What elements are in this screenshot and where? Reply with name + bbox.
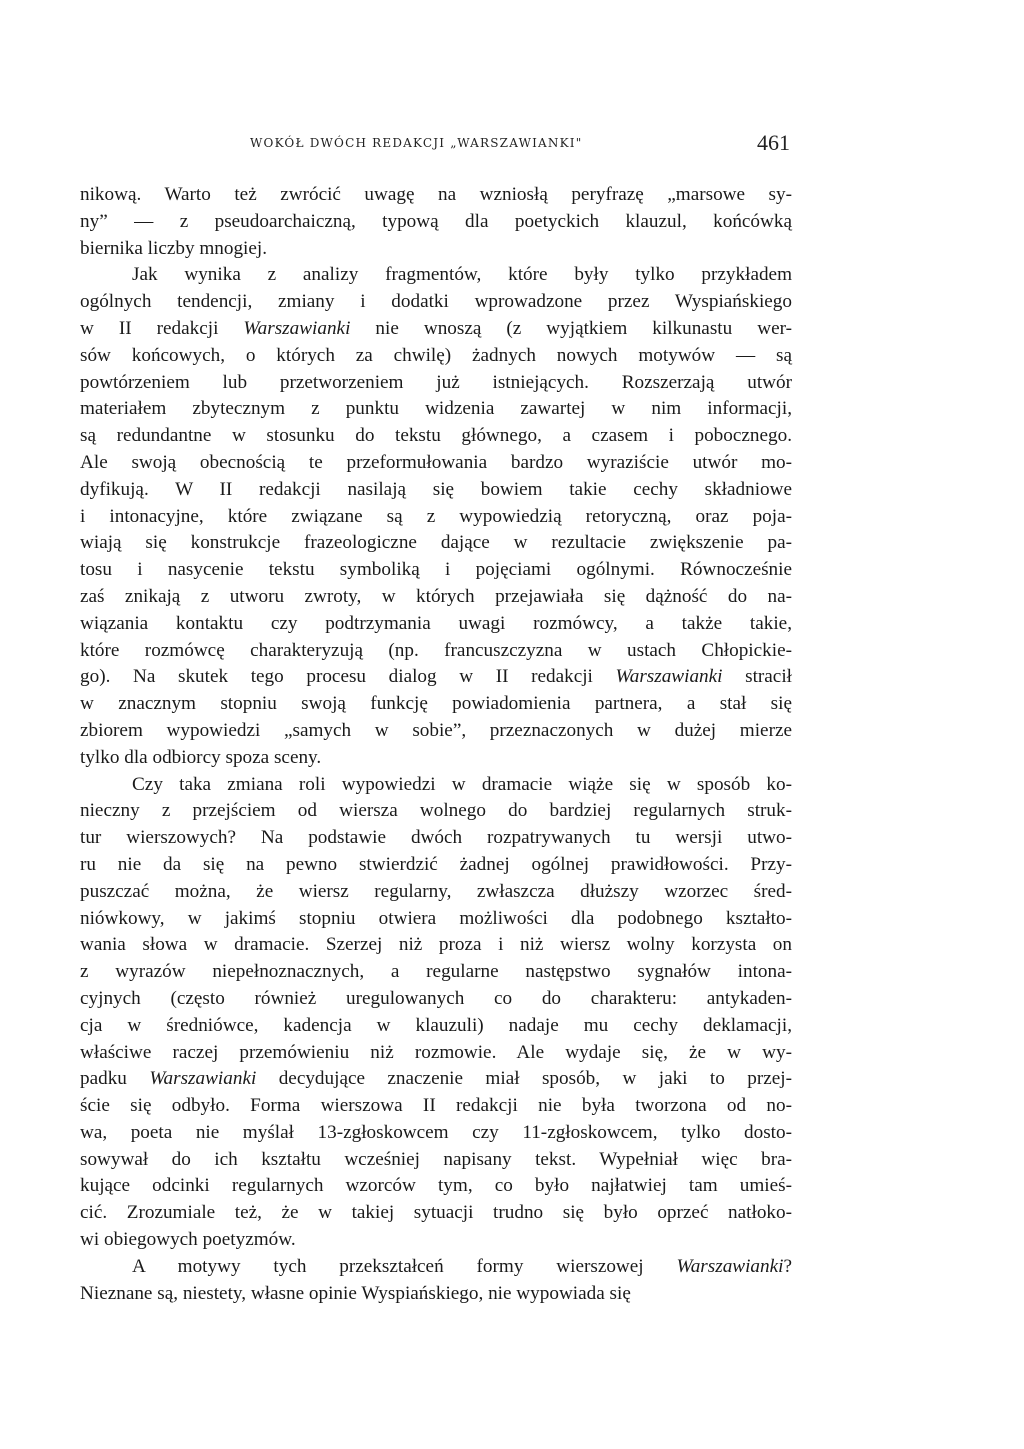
paragraph	[80, 772, 792, 1254]
text-line: sowywał do ich kształtu wcześniej napisany tekst. Wypełniał więc bra-	[80, 1148, 792, 1170]
text-line: tur wierszowych? Na podstawie dwóch rozpatrywanych tu wersji utwo-	[80, 827, 792, 849]
text-line: niówkowy, w jakimś stopniu otwiera możliwości dla podobnego kształto-	[80, 907, 792, 929]
text-line: z wyrazów niepełnoznacznych, a regularne następstwo sygnałów intona-	[80, 961, 792, 983]
text-line: zbiorem wypowiedzi „samych w sobie”, przeznaczonych w dużej mierze	[80, 719, 792, 741]
text-line: w II redakcji Warszawianki nie wnoszą (z wyjątkiem kilkunastu wer-	[80, 317, 792, 339]
work-title: Warszawianki	[243, 317, 351, 339]
running-head	[80, 130, 790, 160]
text-line: tylko dla odbiorcy spoza sceny.	[80, 746, 322, 768]
text-line: zaś znikają z utworu zwroty, w których przejawiała się dążność do na-	[80, 585, 792, 607]
text-line: wiązania kontaktu czy podtrzymania uwagi rozmówcy, a także takie,	[80, 612, 792, 634]
text-line: dyfikują. W II redakcji nasilają się bowiem takie cechy składniowe	[80, 478, 792, 500]
text-line: ny” — z pseudoarchaiczną, typową dla poetyckich klauzul, końcówką	[80, 210, 792, 232]
text-line: puszczać można, że wiersz regularny, zwłaszcza dłuższy wzorzec śred-	[80, 880, 792, 902]
text-line: ogólnych tendencji, zmiany i dodatki wprowadzone przez Wyspiańskiego	[80, 291, 792, 313]
text-line: sów końcowych, o których za chwilę) żadnych nowych motywów — są	[80, 344, 792, 366]
text-line: powtórzeniem lub przetworzeniem już istniejących. Rozszerzają utwór	[80, 371, 792, 393]
text-line: cja w średniówce, kadencja w klauzuli) nadaje mu cechy deklamacji,	[80, 1014, 792, 1036]
paragraph	[80, 182, 792, 262]
text-line: i intonacyjne, które związane są z wypowiedzią retoryczną, oraz poja-	[80, 505, 792, 527]
text-line: cić. Zrozumiale też, że w takiej sytuacji trudno się było oprzeć natłoko-	[80, 1202, 792, 1224]
text-line: tosu i nasycenie tekstu symboliką i pojęciami ogólnymi. Równocześnie	[80, 559, 792, 581]
text-line: Czy taka zmiana roli wypowiedzi w dramacie wiąże się w sposób ko-	[132, 773, 792, 795]
text-line: które rozmówcę charakteryzują (np. francuszczyzna w ustach Chłopickie-	[80, 639, 792, 661]
text-line: Jak wynika z analizy fragmentów, które były tylko przykładem	[132, 264, 792, 286]
text-line: w znacznym stopniu swoją funkcję powiadomienia partnera, a stał się	[80, 693, 792, 715]
running-title: WOKÓŁ DWÓCH REDAKCJI „WARSZAWIANKI"	[250, 136, 583, 150]
work-title: Warszawianki	[615, 666, 723, 688]
text-line: właściwe raczej przemówieniu niż rozmowie. Ale wydaje się, że w wy-	[80, 1041, 792, 1063]
text-line: wi obiegowych poetyzmów.	[80, 1229, 296, 1251]
work-title: Warszawianki	[149, 1068, 257, 1090]
text-line: wania słowa w dramacie. Szerzej niż proza i niż wiersz wolny korzysta on	[80, 934, 792, 956]
body-text	[80, 182, 792, 1307]
text-line: biernika liczby mnogiej.	[80, 237, 268, 259]
text-line: go). Na skutek tego procesu dialog w II redakcji Warszawianki stracił	[80, 666, 792, 688]
text-line: Nieznane są, niestety, własne opinie Wyspiańskiego, nie wypowiada się	[80, 1282, 631, 1304]
text-line: materiałem zbytecznym z punktu widzenia zawartej w nim informacji,	[80, 398, 792, 420]
text-line: ście się odbyło. Forma wierszowa II redakcji nie była tworzona od no-	[80, 1095, 792, 1117]
text-line: kujące odcinki regularnych wzorców tym, co było najłatwiej tam umieś-	[80, 1175, 792, 1197]
work-title: Warszawianki	[676, 1255, 784, 1277]
text-line: nieczny z przejściem od wiersza wolnego do bardziej regularnych struk-	[80, 800, 792, 822]
text-line: padku Warszawianki decydujące znaczenie miał sposób, w jaki to przej-	[80, 1068, 792, 1090]
text-line: są redundantne w stosunku do tekstu głównego, a czasem i pobocznego.	[80, 425, 792, 447]
text-line: wa, poeta nie myślał 13-zgłoskowcem czy 11-zgłoskowcem, tylko dosto-	[80, 1121, 792, 1143]
text-line: ru nie da się na pewno stwierdzić żadnej ogólnej prawidłowości. Przy-	[80, 853, 792, 875]
text-line: wiają się konstrukcje frazeologiczne dające w rezultacie zwiększenie pa-	[80, 532, 792, 554]
text-line: Ale swoją obecnością te przeformułowania bardzo wyraziście utwór mo-	[80, 451, 792, 473]
text-line: cyjnych (często również uregulowanych co do charakteru: antykaden-	[80, 987, 792, 1009]
paragraph	[80, 1254, 792, 1308]
page-number: 461	[757, 130, 790, 155]
paragraph	[80, 262, 792, 771]
text-line: A motywy tych przekształceń formy wierszowej Warszawianki?	[132, 1255, 792, 1277]
text-line: nikową. Warto też zwrócić uwagę na wzniosłą peryfrazę „marsowe sy-	[80, 184, 792, 205]
